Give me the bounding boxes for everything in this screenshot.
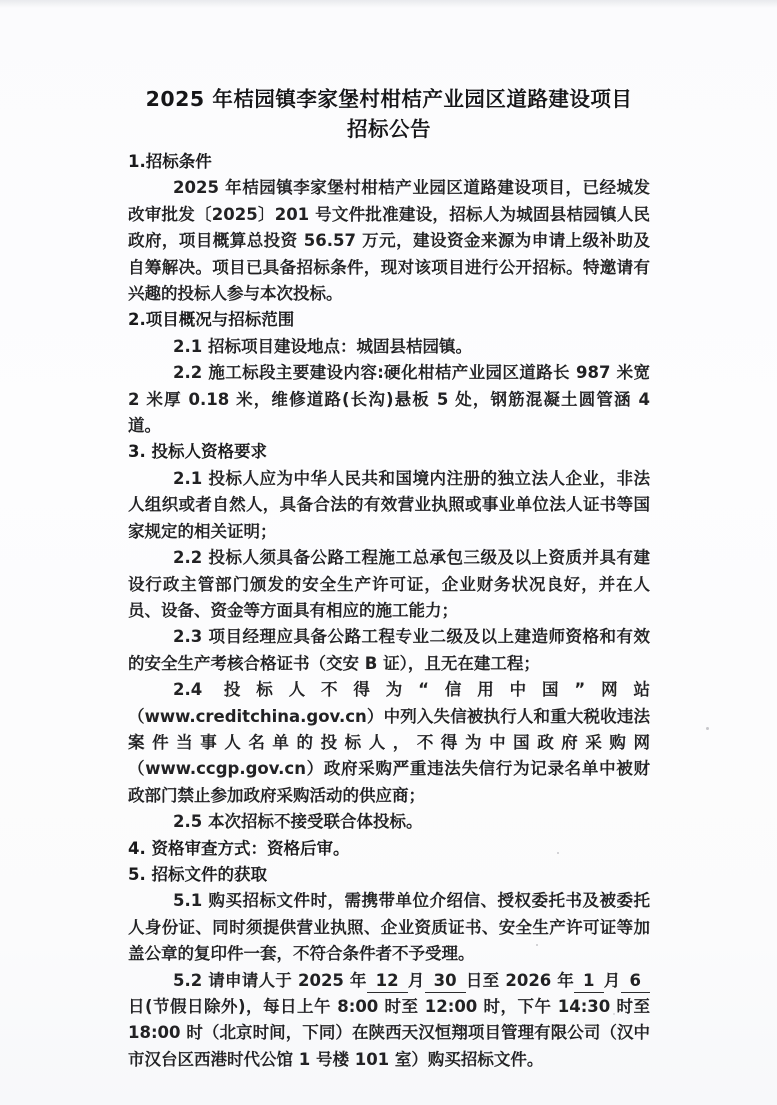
section-1-paragraph: 2025 年桔园镇李家堡村柑桔产业园区道路建设项目，已经城发改审批发〔2025〕201 号文件批准建设，招标人为城固县桔园镇人民政府，项目概算总投资 56.57 万元，建设资金来源为申请上级补助及自筹解决。项目已具备招标条件，现对该项目进行公开招标。特邀请有兴趣的投标人参与本次投标。	[128, 178, 650, 304]
clause-5-2	[128, 968, 650, 1074]
section-4-heading: 4. 资格审查方式：资格后审。	[128, 838, 350, 858]
clause-5-2-mid1: 月	[407, 970, 425, 990]
scan-speck	[557, 852, 559, 854]
clause-5-2-mid2: 日至 2026 年	[465, 970, 575, 990]
scan-speck	[706, 727, 709, 730]
clause-2-2: 2.2 施工标段主要建设内容:硬化柑桔产业园区道路长 987 米宽 2 米厚 0.18 米，维修道路(长沟)悬板 5 处，钢筋混凝土圆管涵 4 道。	[128, 363, 650, 436]
clause-3-4: 2.4 投标人不得为“信用中国”网站（www.creditchina.gov.cn）中列入失信被执行人和重大税收违法案件当事人名单的投标人，不得为中国政府采购网（www.ccgp.gov.cn）政府采购严重违法失信行为记录名单中被财政部门禁止参加政府采购活动的供应商；	[128, 680, 650, 805]
scan-speck	[179, 393, 181, 395]
section-3-heading: 3. 投标人资格要求	[128, 442, 267, 462]
scan-speck	[613, 1013, 615, 1015]
document-title	[128, 84, 650, 144]
clause-2-1: 2.1 招标项目建设地点：城固县桔园镇。	[173, 336, 472, 356]
clause-3-3: 2.3 项目经理应具备公路工程专业二级及以上建造师资格和有效的安全生产考核合格证书（交安 B 证），且无在建工程；	[128, 627, 650, 673]
clause-5-2-prefix: 5.2 请申请人于 2025 年	[173, 970, 367, 990]
scan-edge-shadow	[0, 0, 777, 8]
blank-to-month: 1	[574, 970, 603, 993]
blank-from-day: 30	[425, 970, 466, 993]
section-1-heading: 1.招标条件	[128, 152, 212, 171]
clause-5-2-suffix: 日(节假日除外)，每日上午 8:00 时至 12:00 时，下午 14:30 时至 18:00 时（北京时间，下同）在陕西天汉恒翔项目管理有限公司（汉中市汉台区西港时代公馆 1 号楼 101 室）购买招标文件。	[128, 997, 650, 1069]
document-title-line2: 招标公告	[347, 117, 431, 141]
document-title-line1: 2025 年桔园镇李家堡村柑桔产业园区道路建设项目	[145, 87, 633, 111]
blank-from-month: 12	[367, 970, 408, 993]
clause-3-1: 2.1 投标人应为中华人民共和国境内注册的独立法人企业，非法人组织或者自然人，具备合法的有效营业执照或事业单位法人证书等国家规定的相关证明；	[128, 468, 650, 541]
clause-5-1: 5.1 购买招标文件时，需携带单位介绍信、授权委托书及被委托人身份证、同时须提供营业执照、企业资质证书、安全生产许可证等加盖公章的复印件一套，不符合条件者不予受理。	[128, 891, 650, 964]
document-content	[128, 84, 650, 1073]
clause-3-2: 2.2 投标人须具备公路工程施工总承包三级及以上资质并具有建设行政主管部门颁发的安全生产许可证，企业财务状况良好，并在人员、设备、资金等方面具有相应的施工能力；	[128, 548, 650, 620]
clause-3-5: 2.5 本次招标不接受联合体投标。	[173, 812, 423, 832]
scan-speck	[536, 944, 538, 946]
clause-5-2-mid3: 月	[603, 970, 621, 990]
section-5-heading: 5. 招标文件的获取	[128, 864, 267, 884]
section-2-heading: 2.项目概况与招标范围	[128, 310, 295, 330]
blank-to-day: 6	[621, 970, 650, 993]
